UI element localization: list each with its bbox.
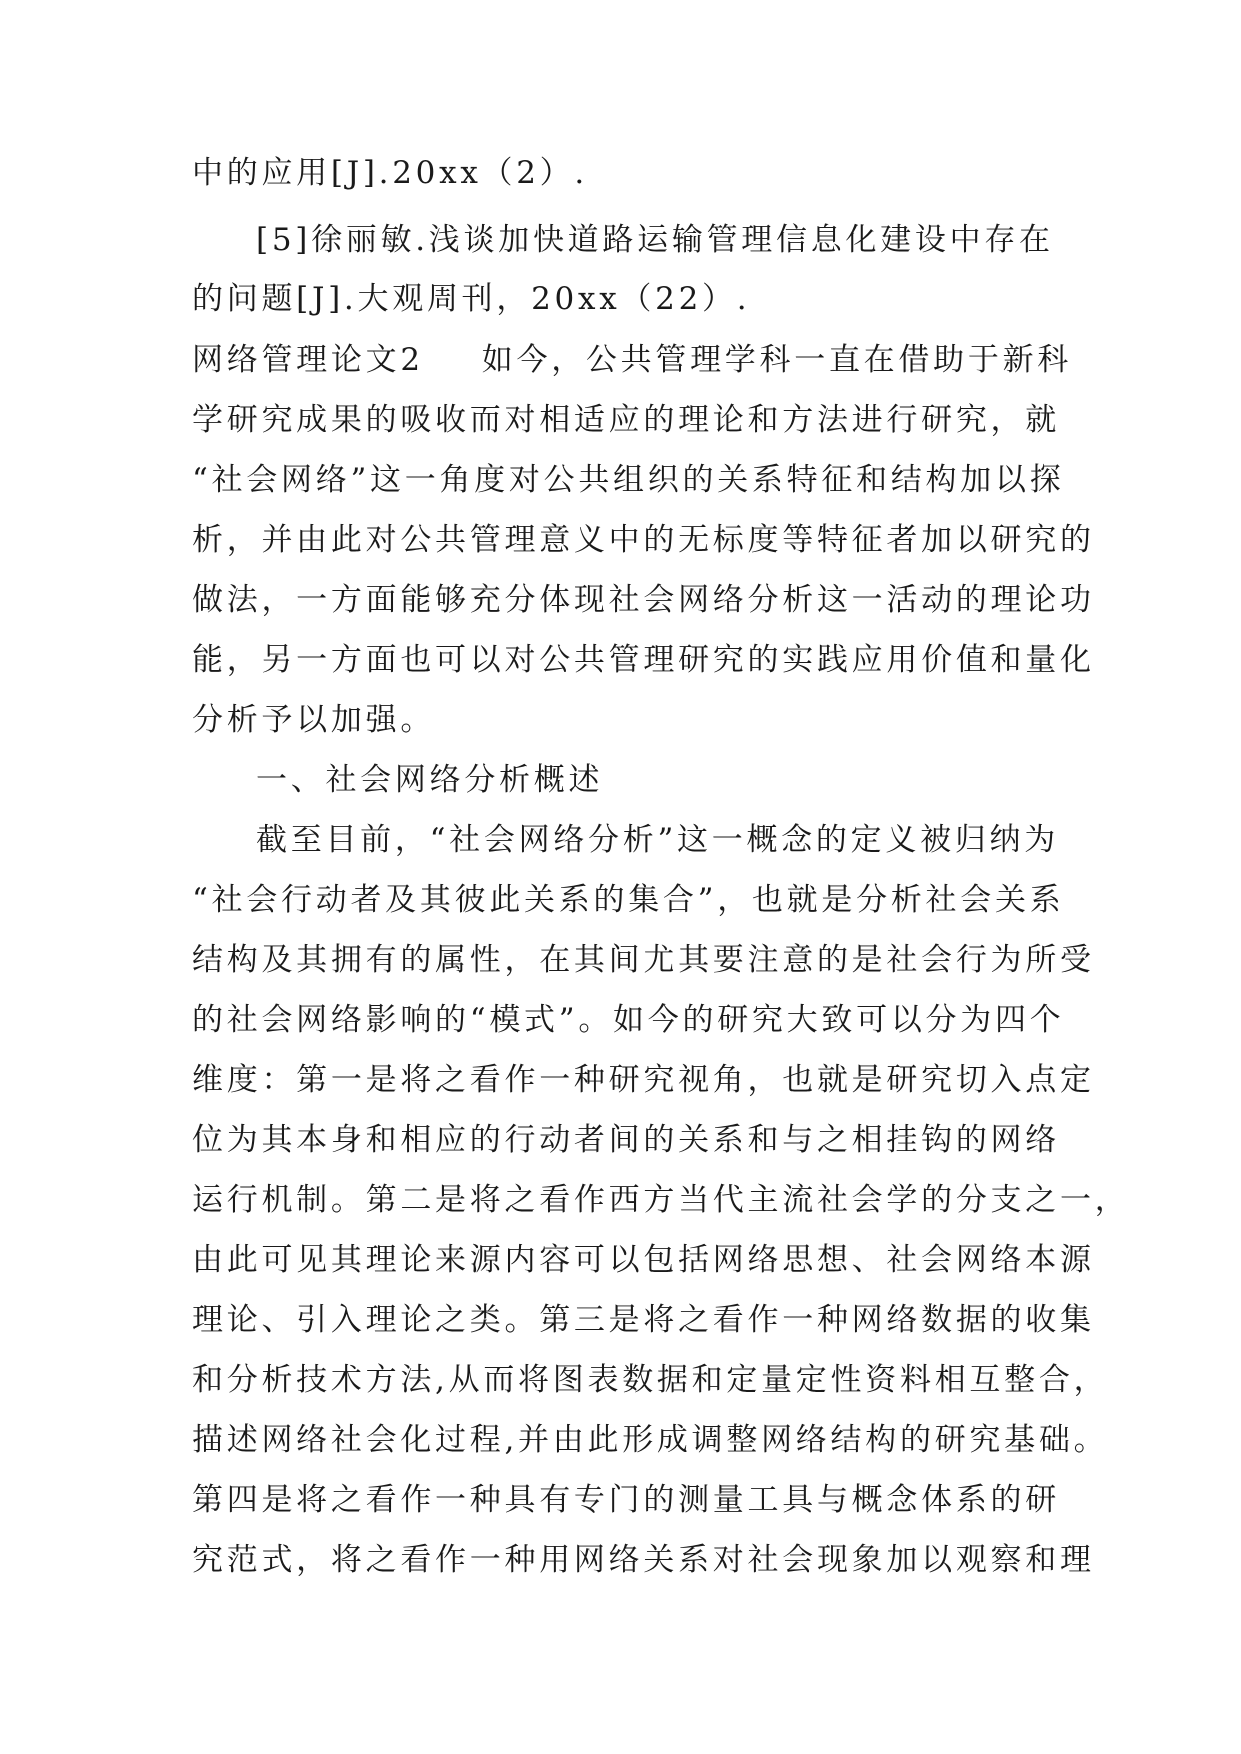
section-title-line [192, 340, 1073, 380]
text-line: “社会行动者及其彼此关系的集合”，也就是分析社会关系 [192, 882, 1065, 918]
subheading: 一、社会网络分析概述 [256, 762, 604, 798]
text-line: 维度：第一是将之看作一种研究视角，也就是研究切入点定 [192, 1062, 1095, 1098]
text-line: 截至目前，“社会网络分析”这一概念的定义被归纳为 [256, 822, 1059, 858]
text-line: 位为其本身和相应的行动者间的关系和与之相挂钩的网络 [192, 1122, 1060, 1158]
text-line: 中的应用[J].20xx（2）. [192, 155, 588, 191]
text-line: 和分析技术方法,从而将图表数据和定量定性资料相互整合， [192, 1362, 1109, 1398]
text-line: 结构及其拥有的属性，在其间尤其要注意的是社会行为所受 [192, 942, 1095, 978]
text-line: 析，并由此对公共管理意义中的无标度等特征者加以研究的 [192, 522, 1095, 558]
text-line: 由此可见其理论来源内容可以包括网络思想、社会网络本源 [192, 1242, 1095, 1278]
text-line: 理论、引入理论之类。第三是将之看作一种网络数据的收集 [192, 1302, 1095, 1338]
text-line: 运行机制。第二是将之看作西方当代主流社会学的分支之一， [192, 1182, 1130, 1218]
text-line: 的社会网络影响的“模式”。如今的研究大致可以分为四个 [192, 1002, 1065, 1038]
text-line: 的问题[J].大观周刊，20xx（22）. [192, 281, 751, 317]
text-line: 分析予以加强。 [192, 702, 436, 738]
text-line: “社会网络”这一角度对公共组织的关系特征和结构加以探 [192, 462, 1065, 498]
text-line: 如今，公共管理学科一直在借助于新科 [481, 342, 1073, 378]
text-line: 能，另一方面也可以对公共管理研究的实践应用价值和量化 [192, 642, 1095, 678]
text-line: 描述网络社会化过程,并由此形成调整网络结构的研究基础。 [192, 1422, 1109, 1458]
text-line: 学研究成果的吸收而对相适应的理论和方法进行研究，就 [192, 402, 1060, 438]
section-title: 网络管理论文2 [192, 342, 424, 378]
text-line: 做法，一方面能够充分体现社会网络分析这一活动的理论功 [192, 582, 1095, 618]
text-line: 第四是将之看作一种具有专门的测量工具与概念体系的研 [192, 1482, 1060, 1518]
text-line: 究范式，将之看作一种用网络关系对社会现象加以观察和理 [192, 1542, 1095, 1578]
text-line: [5]徐丽敏.浅谈加快道路运输管理信息化建设中存在 [256, 222, 1054, 258]
